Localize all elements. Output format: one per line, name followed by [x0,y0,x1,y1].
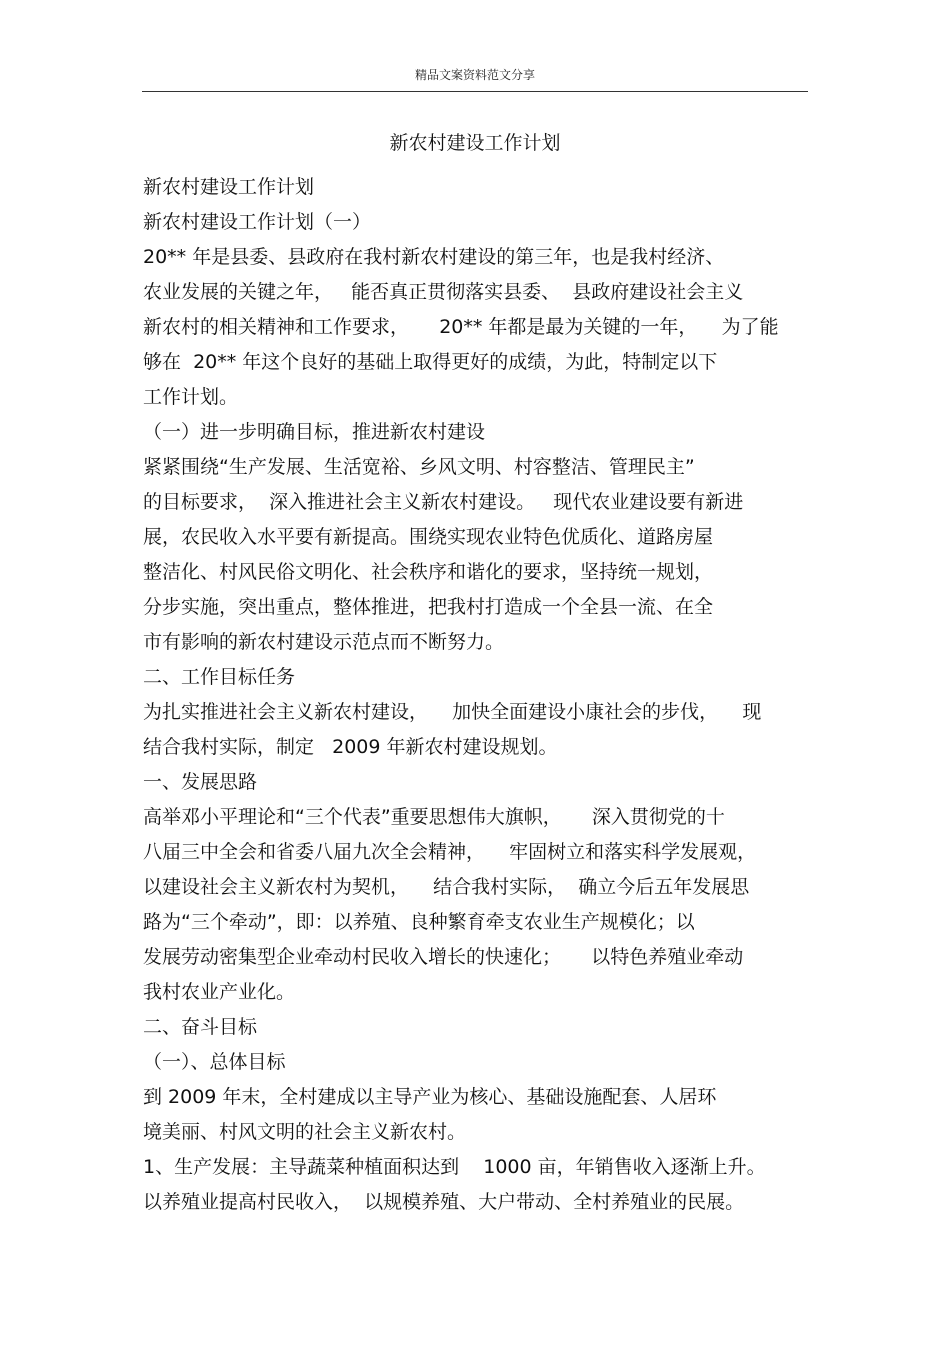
body-line: （一）、总体目标 [143,1051,286,1073]
body-line: 新农村建设工作计划（一） [143,211,372,233]
body-line: 二、工作目标任务 [143,666,296,688]
page-header: 精品文案资料范文分享 [414,68,535,82]
body-line: 农业发展的关键之年， 能否真正贯彻落实县委、 县政府建设社会主义 [143,281,744,303]
body-line: （一）进一步明确目标，推进新农村建设 [143,421,486,443]
body-line: 一、发展思路 [143,771,258,793]
body-line: 工作计划。 [143,386,239,408]
body-line: 新农村建设工作计划 [143,176,315,198]
header-divider [142,91,808,92]
body-line: 到 2009 年末，全村建成以主导产业为核心、基础设施配套、人居环 [143,1086,717,1108]
body-line: 境美丽、村风文明的社会主义新农村。 [143,1121,467,1143]
body-line: 八届三中全会和省委八届九次全会精神， 牢固树立和落实科学发展观， [143,841,757,863]
body-line: 分步实施，突出重点，整体推进，把我村打造成一个全县一流、在全 [143,596,714,618]
body-line: 我村农业产业化。 [143,981,296,1003]
body-line: 路为“三个牵动”，即：以养殖、良种繁育牵支农业生产规模化；以 [143,911,695,933]
body-line: 紧紧围绕“生产发展、生活宽裕、乡风文明、村容整洁、管理民主” [143,456,695,478]
body-line: 结合我村实际，制定 2009 年新农村建设规划。 [143,736,558,758]
body-line: 二、奋斗目标 [143,1016,258,1038]
body-line: 新农村的相关精神和工作要求， 20** 年都是最为关键的一年， 为了能 [143,316,779,338]
body-line: 以养殖业提高村民收入， 以规模养殖、大户带动、全村养殖业的民展。 [143,1191,745,1213]
body-line: 整洁化、村风民俗文明化、社会秩序和谐化的要求，坚持统一规划， [143,561,714,583]
body-line: 20** 年是县委、县政府在我村新农村建设的第三年，也是我村经济、 [143,246,725,268]
document-title: 新农村建设工作计划 [389,132,561,154]
body-line: 1、生产发展：主导蔬菜种植面积达到 1000 亩，年销售收入逐渐上升。 [143,1156,766,1178]
body-line: 的目标要求， 深入推进社会主义新农村建设。 现代农业建设要有新进 [143,491,744,513]
body-line: 够在 20** 年这个良好的基础上取得更好的成绩，为此，特制定以下 [143,351,718,373]
document-body [143,170,813,1220]
body-line: 高举邓小平理论和“三个代表”重要思想伟大旗帜， 深入贯彻党的十 [143,806,725,828]
body-line: 为扎实推进社会主义新农村建设， 加快全面建设小康社会的步伐， 现 [143,701,762,723]
body-line: 展，农民收入水平要有新提高。围绕实现农业特色优质化、道路房屋 [143,526,714,548]
body-line: 发展劳动密集型企业牵动村民收入增长的快速化； 以特色养殖业牵动 [143,946,744,968]
body-line: 市有影响的新农村建设示范点而不断努力。 [143,631,505,653]
body-line: 以建设社会主义新农村为契机， 结合我村实际， 确立今后五年发展思 [143,876,750,898]
